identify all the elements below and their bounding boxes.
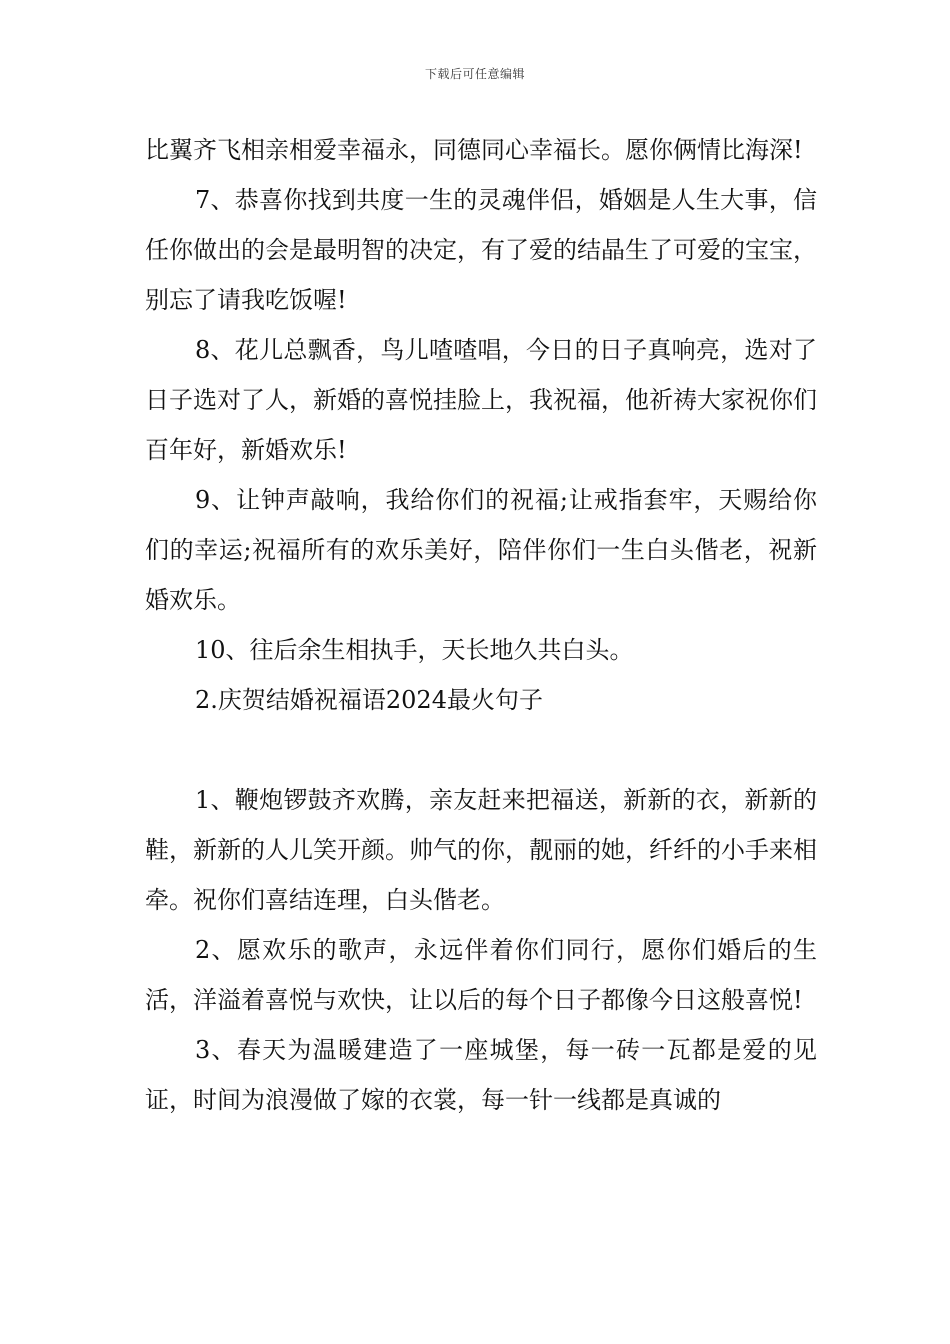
paragraph-item-7: 7、恭喜你找到共度一生的灵魂伴侣，婚姻是人生大事，信任你做出的会是最明智的决定，有了爱的结晶生了可爱的宝宝，别忘了请我吃饭喔! [145, 186, 817, 314]
section-paragraph-1: 1、鞭炮锣鼓齐欢腾，亲友赶来把福送，新新的衣，新新的鞋，新新的人儿笑开颜。帅气的你，靓丽的她，纤纤的小手来相牵。祝你们喜结连理，白头偕老。 [145, 786, 817, 914]
page-header: 下载后可任意编辑 [424, 67, 525, 81]
paragraph-item-9: 9、让钟声敲响，我给你们的祝福;让戒指套牢，天赐给你们的幸运;祝福所有的欢乐美好，陪伴你们一生白头偕老，祝新婚欢乐。 [145, 486, 817, 614]
paragraph-continuation: 比翼齐飞相亲相爱幸福永，同德同心幸福长。愿你俩情比海深! [145, 136, 803, 164]
paragraph-item-8: 8、花儿总飘香，鸟儿喳喳唱，今日的日子真响亮，选对了日子选对了人，新婚的喜悦挂脸上，我祝福，他祈祷大家祝你们百年好，新婚欢乐! [145, 336, 817, 464]
section-spacer [145, 725, 817, 775]
document-body [145, 125, 817, 1125]
paragraph-item-10: 10、往后余生相执手，天长地久共白头。 [195, 636, 634, 664]
section-heading: 2.庆贺结婚祝福语2024最火句子 [195, 686, 543, 714]
section-paragraph-2: 2、愿欢乐的歌声，永远伴着你们同行，愿你们婚后的生活，洋溢着喜悦与欢快，让以后的每个日子都像今日这般喜悦! [145, 936, 817, 1014]
section-paragraph-3: 3、春天为温暖建造了一座城堡，每一砖一瓦都是爱的见证，时间为浪漫做了嫁的衣裳，每一针一线都是真诚的 [145, 1036, 817, 1114]
